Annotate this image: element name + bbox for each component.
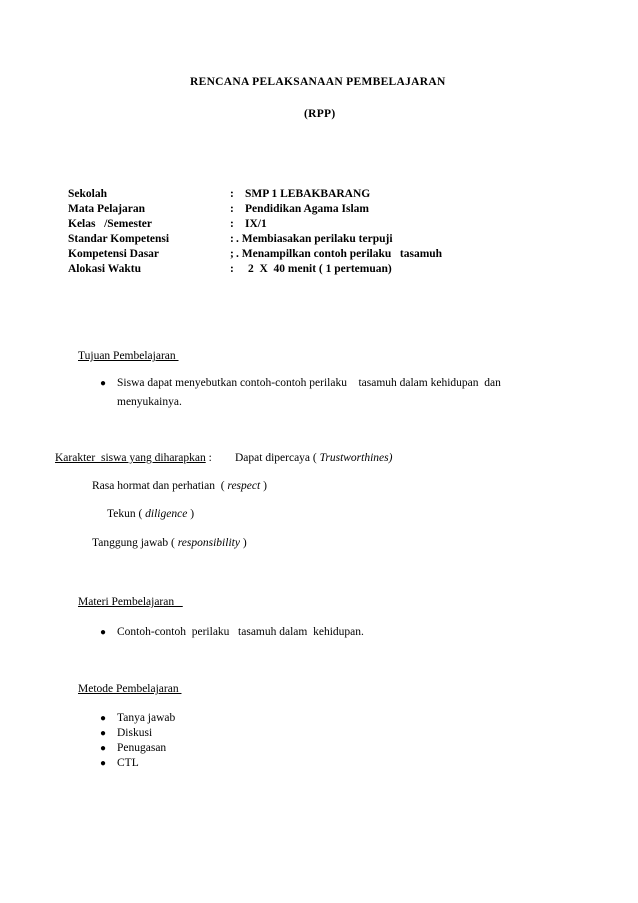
identity-label: Kelas /Semester xyxy=(68,218,152,230)
karakter-colon: : xyxy=(208,452,212,464)
karakter-respect-term: respect xyxy=(227,480,261,492)
metode-item: Tanya jawab xyxy=(117,712,176,724)
karakter-respect-text: Rasa hormat dan perhatian ( xyxy=(92,480,228,492)
karakter-trust xyxy=(235,452,392,464)
metode-item: Penugasan xyxy=(117,742,167,754)
materi-heading: Materi Pembelajaran xyxy=(78,596,183,608)
metode-item: CTL xyxy=(117,757,139,769)
karakter-responsibility-term: responsibility xyxy=(177,537,240,549)
bullet-icon: ● xyxy=(100,713,107,724)
document-title: RENCANA PELAKSANAAN PEMBELAJARAN xyxy=(190,76,446,88)
tujuan-item-line2: menyukainya. xyxy=(117,396,182,408)
identity-colon: : xyxy=(230,233,234,245)
identity-colon: ; xyxy=(230,248,234,260)
identity-label: Kompetensi Dasar xyxy=(68,248,160,260)
identity-label: Alokasi Waktu xyxy=(68,263,141,275)
bullet-icon: ● xyxy=(100,743,107,754)
identity-colon: : xyxy=(230,218,234,230)
bullet-icon: ● xyxy=(100,378,107,389)
karakter-trust-text: Dapat dipercaya ( xyxy=(235,452,320,464)
identity-table xyxy=(68,187,488,277)
identity-label: Sekolah xyxy=(68,188,107,200)
identity-value: Pendidikan Agama Islam xyxy=(245,203,369,215)
karakter-diligence xyxy=(107,508,194,520)
identity-value: . Menampilkan contoh perilaku tasamuh xyxy=(236,248,443,260)
tujuan-heading: Tujuan Pembelajaran xyxy=(78,350,179,362)
bullet-icon: ● xyxy=(100,627,107,638)
materi-item: Contoh-contoh perilaku tasamuh dalam kehidupan. xyxy=(117,626,364,638)
karakter-respect-end: ) xyxy=(260,480,267,492)
bullet-icon: ● xyxy=(100,758,107,769)
identity-label: Mata Pelajaran xyxy=(68,203,145,215)
karakter-diligence-end: ) xyxy=(187,508,195,520)
karakter-heading: Karakter siswa yang diharapkan xyxy=(55,452,206,464)
karakter-responsibility-end: ) xyxy=(239,537,247,549)
karakter-line1 xyxy=(55,452,212,464)
identity-colon: : xyxy=(230,188,234,200)
document-subtitle: (RPP) xyxy=(304,108,336,120)
bullet-icon: ● xyxy=(100,728,107,739)
karakter-diligence-text: Tekun ( xyxy=(107,508,146,520)
metode-heading: Metode Pembelajaran xyxy=(78,683,182,695)
karakter-responsibility xyxy=(92,537,247,549)
identity-value: . Membiasakan perilaku terpuji xyxy=(236,233,393,245)
karakter-responsibility-text: Tanggung jawab ( xyxy=(92,537,178,549)
identity-colon: : xyxy=(230,203,234,215)
identity-colon: : xyxy=(230,263,234,275)
identity-label: Standar Kompetensi xyxy=(68,233,170,245)
identity-value: IX/1 xyxy=(245,218,267,230)
karakter-respect xyxy=(92,480,267,492)
karakter-trust-term: Trustworthines) xyxy=(319,452,393,464)
identity-value: SMP 1 LEBAKBARANG xyxy=(245,188,371,200)
metode-item: Diskusi xyxy=(117,727,153,739)
tujuan-item-line1: Siswa dapat menyebutkan contoh-contoh perilaku tasamuh dalam kehidupan dan xyxy=(117,377,501,389)
identity-value: 2 X 40 menit ( 1 pertemuan) xyxy=(248,263,392,275)
karakter-diligence-term: diligence xyxy=(145,508,188,520)
